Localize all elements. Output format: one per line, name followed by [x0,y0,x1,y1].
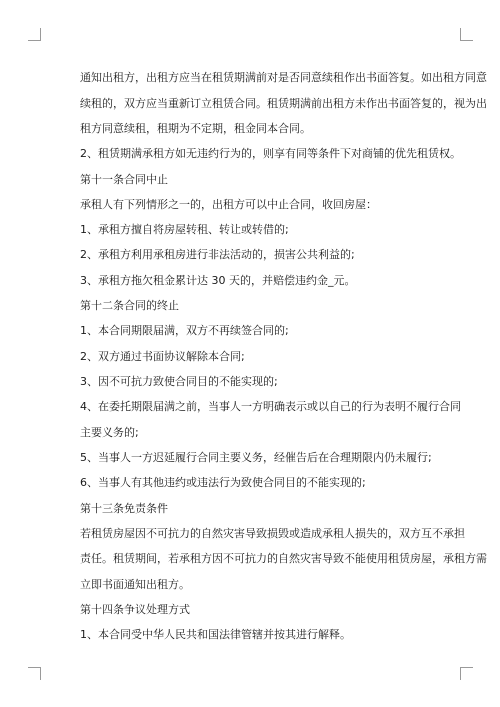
list-item: 3、因不可抗力致使合同目的不能实现的; [80,375,278,388]
text-line: 主要义务的; [80,426,139,439]
crop-mark-top-right [460,28,473,41]
section-heading: 第十二条合同的终止 [80,299,179,312]
crop-mark-bottom-right [460,667,473,680]
text-line: 续租的，双方应当重新订立租赁合同。租赁期满前出租方未作出书面答复的，视为出 [80,97,487,110]
list-item: 1、本合同受中华人民共和国法律管辖并按其进行解释。 [80,628,351,641]
list-item: 2、承租方利用承租房进行非法活动的，损害公共利益的; [80,248,355,261]
list-item: 6、当事人有其他违约或违法行为致使合同目的不能实现的; [80,476,366,489]
list-item: 1、本合同期限届满，双方不再续签合同的; [80,324,289,337]
section-heading: 第十一条合同中止 [80,173,168,186]
list-item: 5、当事人一方迟延履行合同主要义务，经催告后在合理期限内仍未履行; [80,451,432,464]
crop-mark-bottom-left [28,667,41,680]
section-heading: 第十三条免责条件 [80,502,168,515]
list-item: 3、承租方拖欠租金累计达 30 天的，并赔偿违约金_元。 [80,274,356,287]
text-line: 承租人有下列情形之一的，出租方可以中止合同，收回房屋： [80,198,377,211]
text-line: 2、租赁期满承租方如无违约行为的，则享有同等条件下对商铺的优先租赁权。 [80,147,461,160]
text-line: 责任。租赁期间，若承租方因不可抗力的自然灾害导致不能使用租赁房屋，承租方需 [80,552,487,565]
text-line: 立即书面通知出租方。 [80,578,190,591]
text-line: 若租赁房屋因不可抗力的自然灾害导致损毁或造成承租人损失的，双方互不承担 [80,527,465,540]
text-line: 租方同意续租，租期为不定期，租金同本合同。 [80,122,311,135]
list-item: 4、在委托期限届满之前，当事人一方明确表示或以自己的行为表明不履行合同 [80,400,461,413]
list-item: 1、承租方擅自将房屋转租、转让或转借的; [80,223,289,236]
crop-mark-top-left [28,28,41,41]
section-heading: 第十四条争议处理方式 [80,603,190,616]
list-item: 2、双方通过书面协议解除本合同; [80,350,245,363]
text-line: 通知出租方，出租方应当在租赁期满前对是否同意续租作出书面答复。如出租方同意 [80,71,487,84]
